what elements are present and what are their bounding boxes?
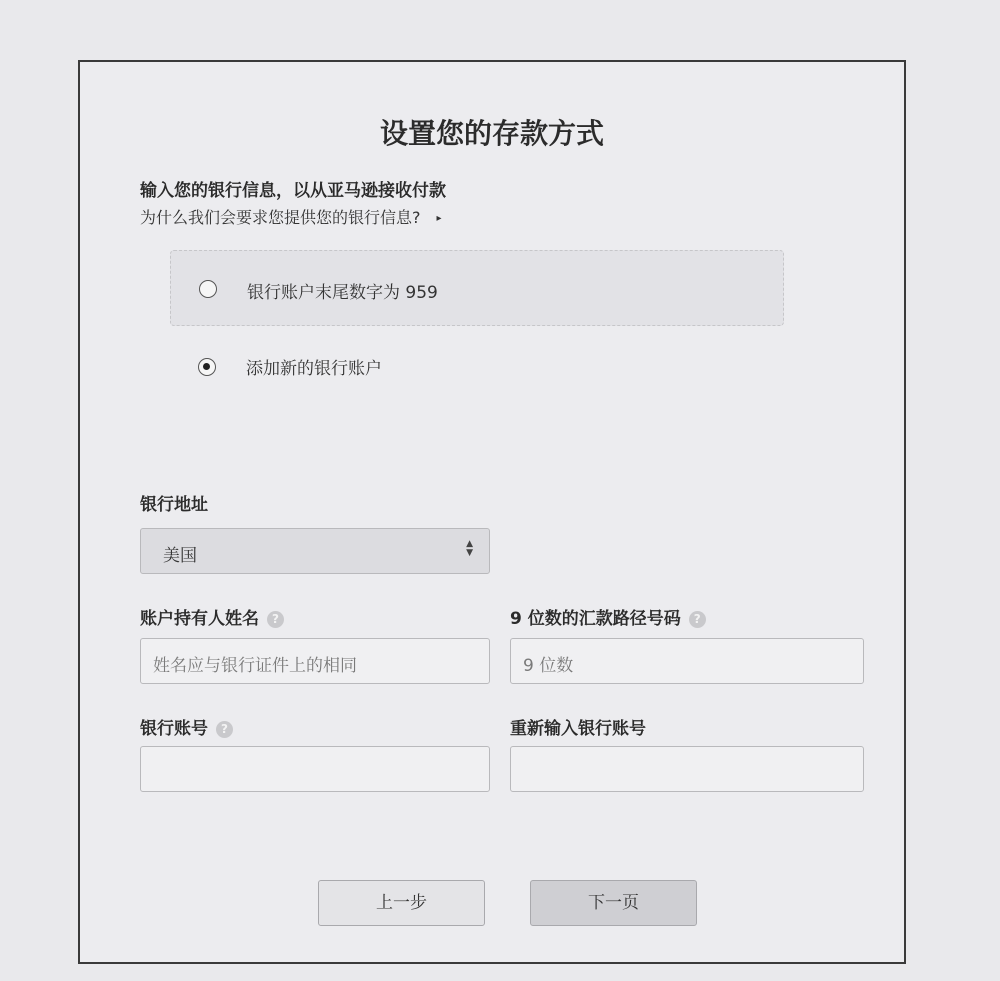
routing-number-label: 9 位数的汇款路径号码 (510, 609, 681, 629)
holder-name-label: 账户持有人姓名 (140, 609, 259, 629)
why-bank-info-label: 为什么我们会要求您提供您的银行信息? (140, 208, 421, 227)
routing-number-label-wrap (510, 604, 706, 629)
bank-location-value: 美国 (163, 546, 197, 566)
intro-text: 输入您的银行信息，以从亚马逊接收付款 (140, 181, 446, 201)
bank-location-select[interactable] (140, 528, 490, 574)
next-button[interactable]: 下一页 (530, 880, 697, 926)
holder-name-placeholder: 姓名应与银行证件上的相同 (153, 656, 357, 676)
help-circle-icon[interactable]: ? (689, 611, 706, 628)
select-arrows-icon: ▲ ▼ (466, 539, 473, 558)
bank-location-label: 银行地址 (140, 495, 208, 515)
page-title: 设置您的存款方式 (379, 117, 604, 150)
help-circle-icon[interactable]: ? (267, 611, 284, 628)
account-number-label: 银行账号 (140, 719, 208, 739)
why-bank-info-link[interactable] (140, 205, 442, 228)
deposit-method-panel (78, 60, 906, 964)
holder-name-input[interactable] (140, 638, 490, 684)
radio-new-account[interactable] (198, 358, 216, 376)
existing-account-label: 银行账户末尾数字为 959 (247, 283, 438, 303)
new-account-label: 添加新的银行账户 (246, 359, 382, 379)
routing-number-input[interactable] (510, 638, 864, 684)
prev-button[interactable]: 上一步 (318, 880, 485, 926)
radio-existing-account[interactable] (199, 280, 217, 298)
account-number-label-wrap (140, 714, 233, 739)
existing-account-option[interactable] (170, 250, 784, 326)
routing-number-placeholder: 9 位数 (523, 656, 574, 676)
holder-name-label-wrap (140, 604, 284, 629)
help-circle-icon[interactable]: ? (216, 721, 233, 738)
account-number-confirm-input[interactable] (510, 746, 864, 792)
caret-right-icon: ▸ (436, 213, 442, 224)
account-number-confirm-label: 重新输入银行账号 (510, 719, 646, 739)
account-number-input[interactable] (140, 746, 490, 792)
